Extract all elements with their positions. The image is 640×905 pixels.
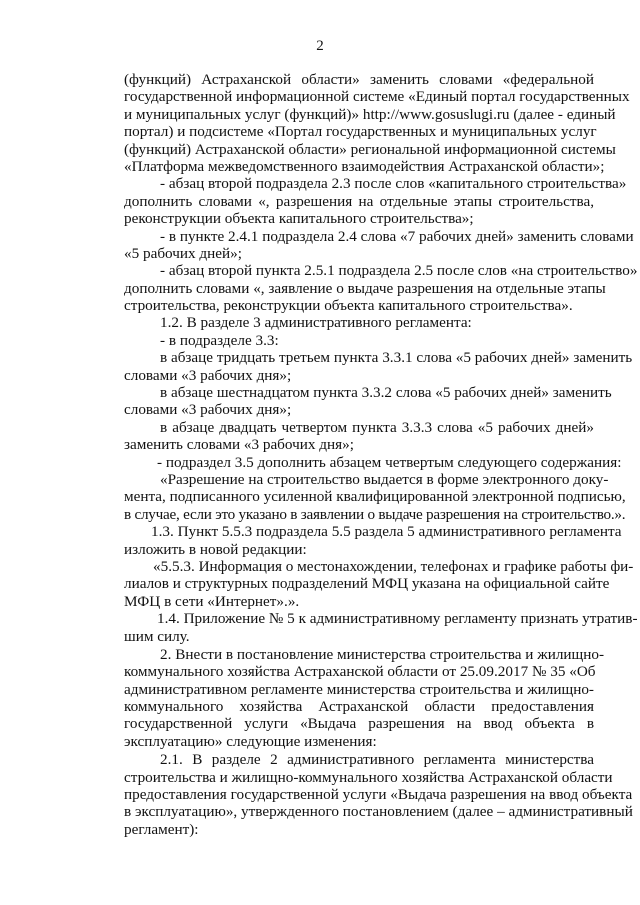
text-line: в абзаце двадцать четвертом пункта 3.3.3 слова «5 рабочих дней» <box>160 418 594 436</box>
text-line: строительства, реконструкции объекта капитального строительства». <box>124 297 573 315</box>
text-line: - абзац второй подраздела 2.3 после слов «капитального строительства» <box>160 175 627 193</box>
text-line: в эксплуатацию», утвержденного постановлением (далее – административный <box>124 803 633 821</box>
page-number: 2 <box>316 38 324 54</box>
text-line: «Разрешение на строительство выдается в форме электронного доку- <box>160 470 609 488</box>
text-line: государственной информационной системе «Единый портал государственных <box>124 88 630 106</box>
text-line: словами «3 рабочих дня»; <box>124 366 292 384</box>
text-line: 1.3. Пункт 5.5.3 подраздела 5.5 раздела 5 административного регламента <box>151 523 622 541</box>
text-line: (функций) Астраханской области» региональной информационной системы <box>124 140 616 158</box>
text-line: - подраздел 3.5 дополнить абзацем четвертым следующего содержания: <box>157 453 622 471</box>
text-line: - абзац второй пункта 2.5.1 подраздела 2.5 после слов «на строительство» <box>160 262 638 280</box>
text-line: в абзаце шестнадцатом пункта 3.3.2 слова «5 рабочих дней» заменить <box>160 384 612 402</box>
text-line: в абзаце тридцать третьем пункта 3.3.1 слова «5 рабочих дней» заменить <box>160 349 633 367</box>
text-line: шим силу. <box>124 627 190 645</box>
text-line: «Платформа межведомственного взаимодействия Астраханской области»; <box>124 157 605 175</box>
text-line: лиалов и структурных подразделений МФЦ указана на официальной сайте <box>124 575 610 593</box>
text-line: (функций) Астраханской области» заменить словами «федеральной <box>124 71 594 88</box>
text-line: эксплуатацию» следующие изменения: <box>124 732 377 750</box>
text-line: «5 рабочих дней»; <box>124 244 242 262</box>
text-line: 2. Внести в постановление министерства строительства и жилищно- <box>160 645 605 663</box>
text-line: государственной услуги «Выдача разрешения на ввод объекта в <box>124 715 594 733</box>
text-line: коммунального хозяйства Астраханской области предоставления <box>124 698 594 716</box>
document-body <box>124 71 638 838</box>
text-line: административном регламенте министерства строительства и жилищно- <box>124 680 594 698</box>
text-line: строительства и жилищно-коммунального хозяйства Астраханской области <box>124 768 613 786</box>
text-line: МФЦ в сети «Интернет».». <box>124 592 300 610</box>
text-line: мента, подписанного усиленной квалифицированной электронной подписью, <box>124 488 626 506</box>
text-line: 1.2. В разделе 3 административного регламента: <box>160 314 472 332</box>
text-line: «5.5.3. Информация о местонахождении, телефонах и графике работы фи- <box>153 557 634 575</box>
text-line: реконструкции объекта капитального строительства»; <box>124 210 474 228</box>
text-line: и муниципальных услуг (функций)» http://www.gosuslugi.ru (далее - единый <box>124 105 616 123</box>
text-line: коммунального хозяйства Астраханской области от 25.09.2017 № 35 «Об <box>124 663 596 681</box>
text-line: дополнить словами «, заявление о выдаче разрешения на отдельные этапы <box>124 279 606 297</box>
text-line: - в подразделе 3.3: <box>160 331 279 349</box>
text-line: дополнить словами «, разрешения на отдельные этапы строительства, <box>124 192 594 210</box>
text-line: заменить словами «3 рабочих дня»; <box>124 436 354 454</box>
text-line: регламент): <box>124 820 199 838</box>
text-line: словами «3 рабочих дня»; <box>124 401 292 419</box>
text-line: изложить в новой редакции: <box>124 540 307 558</box>
text-line: - в пункте 2.4.1 подраздела 2.4 слова «7 рабочих дней» заменить словами <box>160 227 634 245</box>
text-line: предоставления государственной услуги «Выдача разрешения на ввод объекта <box>124 786 633 804</box>
text-line: портал) и подсистеме «Портал государственных и муниципальных услуг <box>124 123 597 141</box>
text-line: в случае, если это указано в заявлении о выдаче разрешения на строительство.». <box>124 505 626 523</box>
text-line: 2.1. В разделе 2 административного регламента министерства <box>160 751 594 769</box>
text-line: 1.4. Приложение № 5 к административному регламенту признать утратив- <box>157 610 638 628</box>
